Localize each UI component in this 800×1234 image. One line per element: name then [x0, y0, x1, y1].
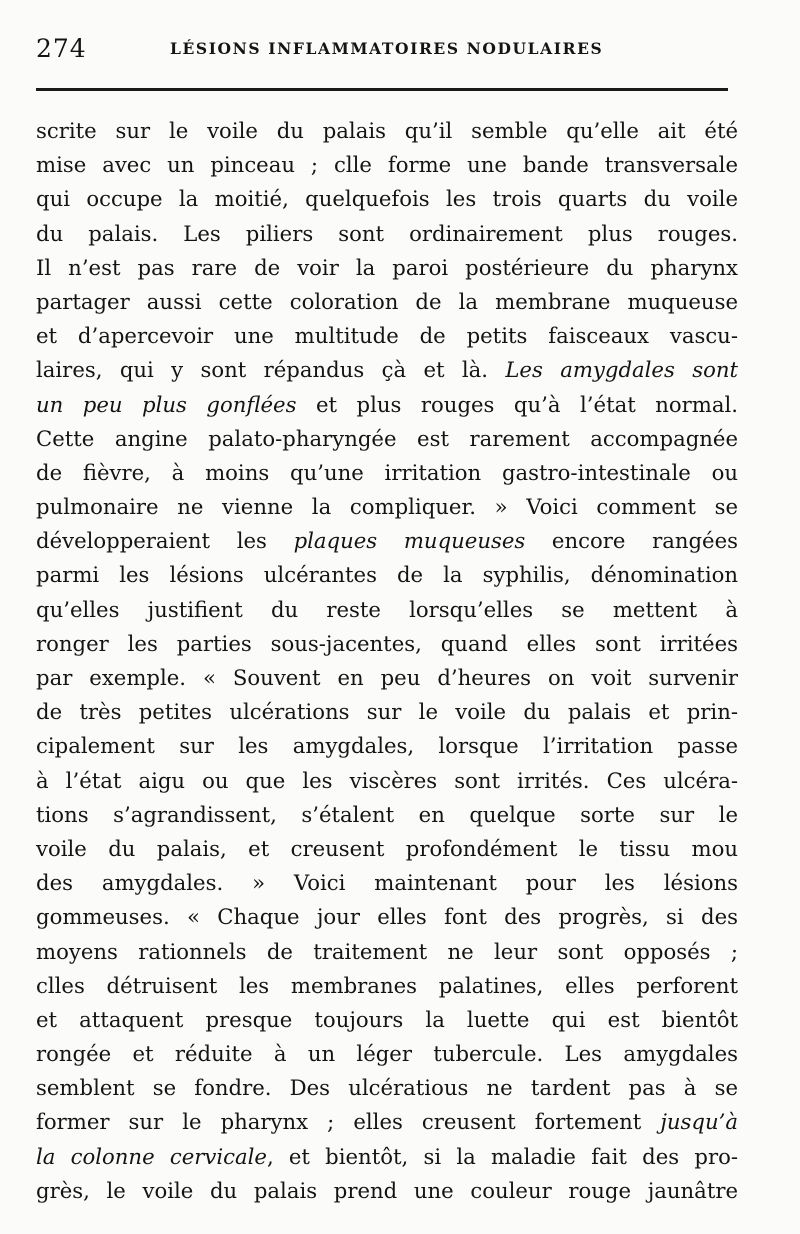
page-header [36, 34, 736, 74]
text-line [36, 866, 738, 900]
text-segment: scrite sur le voile du palais qu’il semble qu’elle ait été [36, 118, 738, 143]
header-rule [36, 88, 728, 91]
text-segment: gommeuses. « Chaque jour elles font des progrès, si des [36, 904, 738, 930]
text-line [36, 1003, 738, 1037]
text-segment: rongée et réduite à un léger tubercule. Les amygdales [36, 1041, 738, 1067]
text-segment: et d’apercevoir une multitude de petits faisceaux vascu- [36, 323, 738, 349]
text-segment: parmi les lésions ulcérantes de la syphilis, dénomination [36, 562, 738, 588]
text-segment: et attaquent presque toujours la luette qui est bientôt [36, 1006, 738, 1032]
text-line [36, 388, 738, 422]
text-segment: de très petites ulcérations sur le voile du palais et prin- [36, 699, 738, 725]
text-segment: grès, le voile du palais prend une couleur rouge jaunâtre [36, 1177, 738, 1203]
text-line [36, 935, 738, 969]
text-line [36, 729, 738, 763]
text-line [36, 524, 738, 558]
text-line [36, 490, 738, 524]
italic-text: la colonne cervicale [36, 1143, 267, 1169]
page-number: 274 [36, 34, 87, 63]
text-line [36, 285, 738, 319]
text-line [36, 695, 738, 729]
text-segment: , et bientôt, si la maladie fait des pro- [266, 1143, 738, 1169]
text-segment: clles détruisent les membranes palatines, elles perforent [36, 972, 738, 998]
text-segment: pulmonaire ne vienne la compliquer. » Voici comment se [36, 494, 738, 520]
text-line [36, 832, 738, 866]
italic-text: jusqu’à [660, 1109, 738, 1135]
italic-text: plaques muqueuses [293, 528, 526, 554]
text-segment: Il n’est pas rare de voir la paroi postérieure du pharynx [36, 254, 738, 280]
text-segment: semblent se fondre. Des ulcératious ne tardent pas à se [36, 1075, 738, 1101]
text-line [36, 593, 738, 627]
text-line [36, 217, 738, 251]
text-line [36, 558, 738, 592]
text-line [36, 627, 738, 661]
text-line [36, 148, 738, 182]
text-line [36, 353, 738, 387]
text-line [36, 1140, 738, 1174]
text-segment: partager aussi cette coloration de la membrane muqueuse [36, 288, 738, 314]
text-segment: par exemple. « Souvent en peu d’heures on voit survenir [36, 665, 738, 690]
text-line [36, 182, 738, 216]
text-segment: laires, qui y sont répandus çà et là. [36, 357, 506, 383]
text-segment: tions s’agrandissent, s’étalent en quelque sorte sur le [36, 801, 738, 827]
text-segment: du palais. Les piliers sont ordinairement plus rouges. [36, 220, 738, 246]
text-line [36, 764, 738, 798]
text-segment: ronger les parties sous-jacentes, quand elles sont irritées [36, 630, 738, 656]
text-segment: encore rangées [525, 528, 738, 554]
text-segment: de fièvre, à moins qu’une irritation gastro-intestinale ou [36, 459, 738, 485]
text-line [36, 114, 738, 148]
text-line [36, 456, 738, 490]
text-line [36, 969, 738, 1003]
text-segment: et plus rouges qu’à l’état normal. [296, 391, 739, 417]
text-line [36, 1174, 738, 1208]
italic-text: Les amygdales sont [505, 357, 738, 383]
text-line [36, 900, 738, 934]
running-head: LÉSIONS INFLAMMATOIRES NODULAIRES [170, 39, 604, 58]
text-segment: cipalement sur les amygdales, lorsque l’irritation passe [36, 733, 738, 759]
text-segment: moyens rationnels de traitement ne leur sont opposés ; [36, 938, 738, 964]
text-line [36, 319, 738, 353]
text-line [36, 422, 738, 456]
text-segment: qui occupe la moitié, quelquefois les trois quarts du voile [36, 186, 738, 212]
text-segment: Cette angine palato-pharyngée est rarement accompagnée [36, 425, 738, 451]
text-segment: former sur le pharynx ; elles creusent fortement [36, 1109, 661, 1135]
text-line [36, 798, 738, 832]
text-line [36, 661, 738, 695]
italic-text: un peu plus gonflées [36, 391, 297, 417]
text-segment: voile du palais, et creusent profondément le tissu mou [36, 835, 738, 861]
text-segment: qu’elles justifient du reste lorsqu’elles se mettent à [36, 596, 738, 622]
body-text [36, 114, 738, 1208]
text-segment: développeraient les [36, 528, 294, 554]
text-segment: à l’état aigu ou que les viscères sont irrités. Ces ulcéra- [36, 767, 738, 793]
text-line [36, 1037, 738, 1071]
text-line [36, 1071, 738, 1105]
text-line [36, 251, 738, 285]
text-line [36, 1105, 738, 1139]
text-segment: mise avec un pinceau ; clle forme une bande transversale [36, 152, 738, 178]
text-segment: des amygdales. » Voici maintenant pour les lésions [36, 870, 738, 896]
